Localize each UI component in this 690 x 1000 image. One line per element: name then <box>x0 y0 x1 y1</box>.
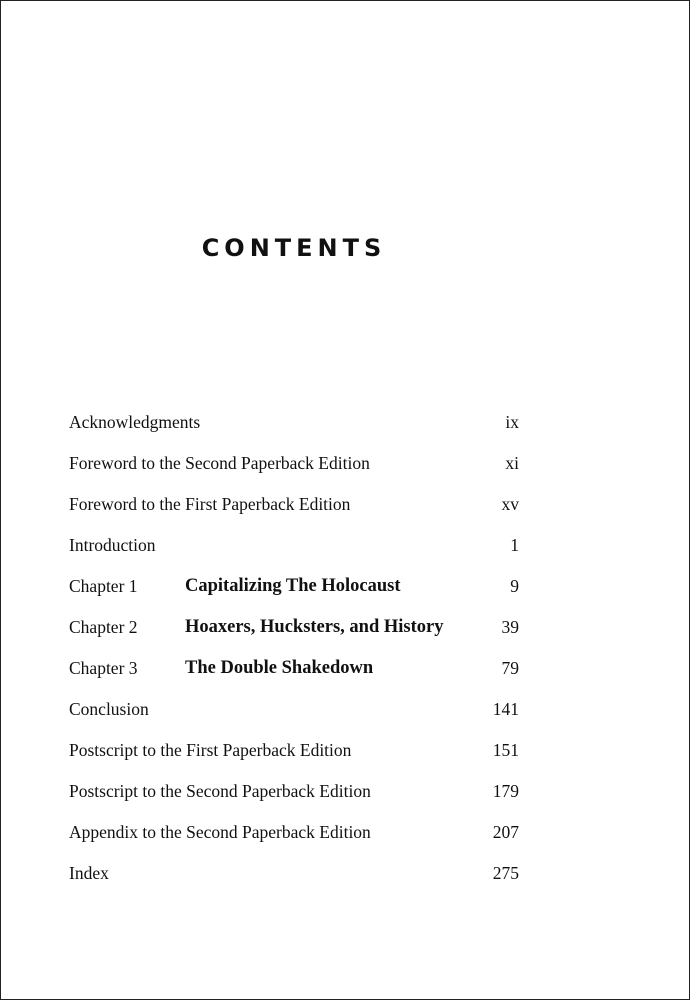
toc-entry-page: 151 <box>492 740 519 760</box>
toc-entry-page: 179 <box>492 781 519 801</box>
toc-entry-foreword-second[interactable] <box>69 447 519 488</box>
toc-chapter-number: Chapter 3 <box>69 658 138 678</box>
toc-chapter-title: Capitalizing The Holocaust <box>185 576 401 596</box>
toc-entry-page: ix <box>505 412 519 432</box>
toc-entry-chapter-3[interactable] <box>69 652 519 693</box>
toc-entry-page: 1 <box>510 535 519 555</box>
toc-entry-page: xv <box>501 494 519 514</box>
toc-entry-appendix[interactable] <box>69 816 519 857</box>
toc-entry-label: Introduction <box>69 535 156 555</box>
toc-entry-page: 275 <box>492 863 519 883</box>
toc-chapter-number: Chapter 1 <box>69 576 138 596</box>
toc-entry-label: Appendix to the Second Paperback Edition <box>69 822 371 842</box>
toc-entry-chapter-2[interactable] <box>69 611 519 652</box>
toc-entry-label: Index <box>69 863 109 883</box>
toc-entry-introduction[interactable] <box>69 529 519 570</box>
toc-entry-postscript-second[interactable] <box>69 775 519 816</box>
toc-entry-label: Foreword to the First Paperback Edition <box>69 494 351 514</box>
toc-entry-label: Acknowledgments <box>69 412 201 432</box>
toc-entry-page: 39 <box>501 617 519 637</box>
toc-entry-label: Postscript to the First Paperback Edition <box>69 740 352 760</box>
toc-chapter-title: Hoaxers, Hucksters, and History <box>185 617 444 637</box>
table-of-contents <box>69 406 519 898</box>
toc-chapter-number: Chapter 2 <box>69 617 138 637</box>
toc-entry-index[interactable] <box>69 857 519 898</box>
toc-entry-page: 141 <box>492 699 519 719</box>
toc-entry-label: Conclusion <box>69 699 149 719</box>
toc-entry-postscript-first[interactable] <box>69 734 519 775</box>
toc-entry-label: Postscript to the Second Paperback Edition <box>69 781 371 801</box>
toc-entry-foreword-first[interactable] <box>69 488 519 529</box>
toc-entry-page: 79 <box>501 658 519 678</box>
toc-entry-chapter-1[interactable] <box>69 570 519 611</box>
toc-chapter-title: The Double Shakedown <box>185 658 374 678</box>
toc-entry-page: 207 <box>492 822 519 842</box>
toc-entry-conclusion[interactable] <box>69 693 519 734</box>
contents-heading: CONTENTS <box>201 234 387 262</box>
toc-entry-page: 9 <box>510 576 519 596</box>
toc-entry-page: xi <box>505 453 519 473</box>
toc-entry-label: Foreword to the Second Paperback Edition <box>69 453 370 473</box>
toc-entry-acknowledgments[interactable] <box>69 406 519 447</box>
